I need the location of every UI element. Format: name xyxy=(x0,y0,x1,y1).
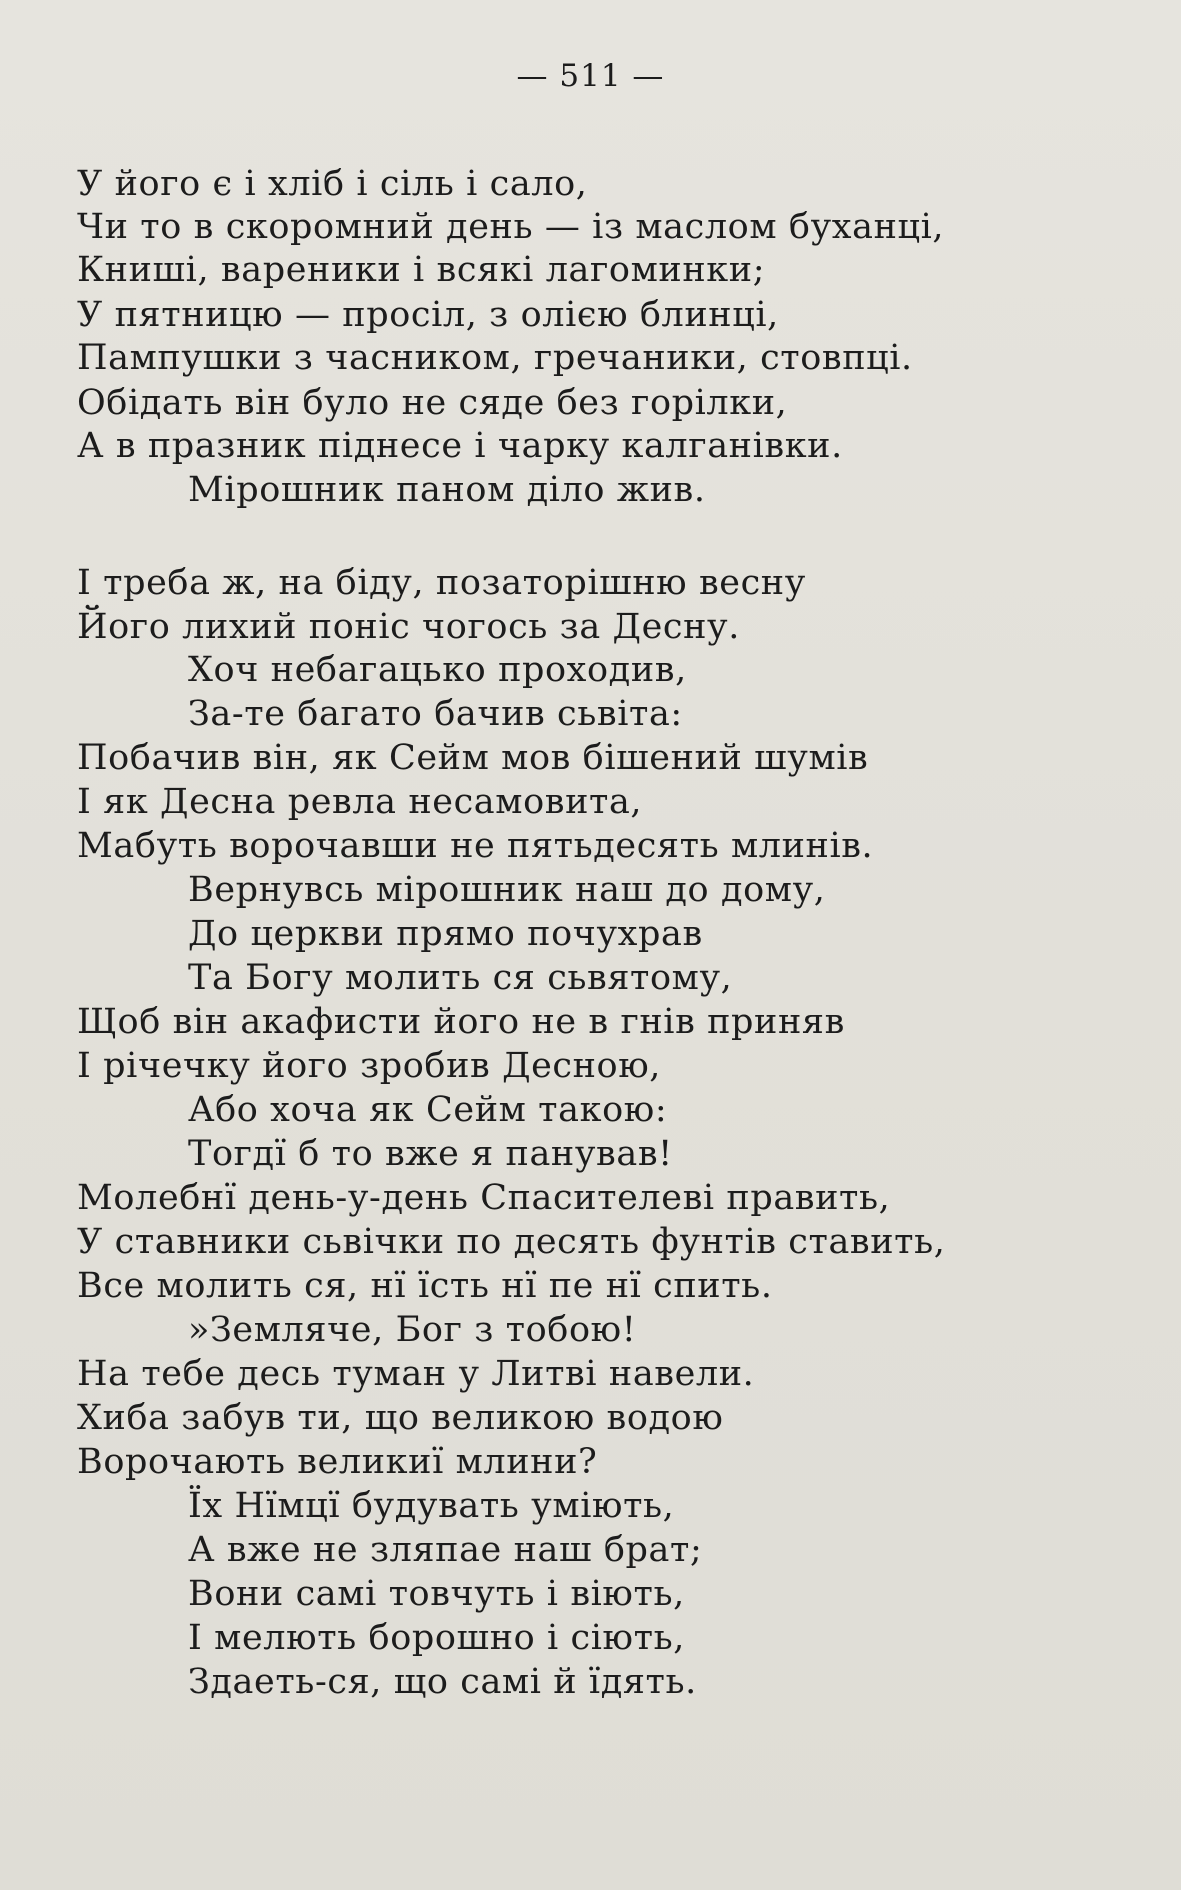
poem-line: Мірошник паном діло жив. xyxy=(188,470,706,510)
poem-line: Та Богу молить ся сьвятому, xyxy=(188,958,733,998)
poem-line: Тогдї б то вже я панував! xyxy=(188,1134,673,1174)
poem-line: За-те багато бачив сьвіта: xyxy=(188,694,683,734)
poem-line: І річечку його зробив Десною, xyxy=(77,1046,662,1086)
poem-line: Їх Нїмцї будувать уміють, xyxy=(188,1486,675,1526)
poem-line: Молебнї день-у-день Спасителеві править, xyxy=(77,1178,891,1218)
poem-line: Пампушки з часником, гречаники, стовпці. xyxy=(77,338,913,378)
poem-line: У пятницю — просіл, з олією блинці, xyxy=(77,295,779,335)
poem-line: До церкви прямо почухрав xyxy=(188,914,703,954)
page-number: — 511 — xyxy=(516,58,665,94)
poem-line: Щоб він акафисти його не в гнів приняв xyxy=(77,1002,845,1042)
poem-line: Побачив він, як Сейм мов бішений шумів xyxy=(77,738,869,778)
poem-line: А в празник піднесе і чарку калганівки. xyxy=(77,426,843,466)
poem-line: На тебе десь туман у Литві навели. xyxy=(77,1354,755,1394)
poem-line: Ворочають великиї млини? xyxy=(77,1442,598,1482)
poem-line: У його є і хліб і сіль і сало, xyxy=(77,164,588,204)
poem-line: І треба ж, на біду, позаторішню весну xyxy=(77,563,806,603)
poem-line: Його лихий поніс чогось за Десну. xyxy=(77,607,740,647)
poem-line: І як Десна ревла несамовита, xyxy=(77,782,643,822)
poem-line: Вернувсь мірошник наш до дому, xyxy=(188,870,826,910)
poem-line: Або хоча як Сейм такою: xyxy=(188,1090,668,1130)
poem-line: Все молить ся, нї їсть нї пе нї спить. xyxy=(77,1266,773,1306)
poem-line: Обідать він було не сяде без горілки, xyxy=(77,383,788,423)
poem-line: Здаеть-ся, що самі й їдять. xyxy=(188,1662,697,1702)
poem-line: І мелють борошно і сіють, xyxy=(188,1618,685,1658)
poem-line: Книші, вареники і всякі лагоминки; xyxy=(77,250,766,290)
poem-line: Вони самі товчуть і віють, xyxy=(188,1574,685,1614)
poem-line: А вже не зляпае наш брат; xyxy=(188,1530,703,1570)
poem-line: »Земляче, Бог з тобою! xyxy=(188,1310,637,1350)
poem-line: Хиба забув ти, що великою водою xyxy=(77,1398,724,1438)
poem-line: Чи то в скоромний день — із маслом буханці, xyxy=(77,207,945,247)
poem-line: Хоч небагацько проходив, xyxy=(188,650,687,690)
poem-line: Мабуть ворочавши не пятьдесять млинів. xyxy=(77,826,874,866)
poem-line: У ставники сьвічки по десять фунтів ставить, xyxy=(77,1222,946,1262)
